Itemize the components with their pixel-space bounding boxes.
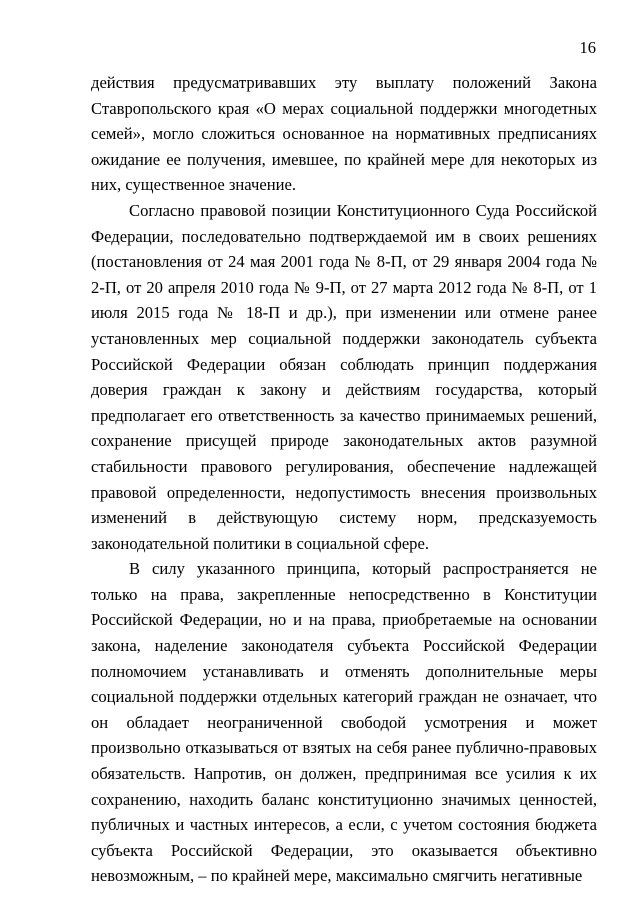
document-body [91,70,597,889]
paragraph-principle: В силу указанного принципа, который распространяется не только на права, закрепленные непосредственно в Конституции Российской Федерации, но и на права, приобретаемые на основании закона, наделение законодателя субъекта Российской Федерации полномочием устанавливать и отменять дополнительные меры социальной поддержки отдельных категорий граждан не означает, что он обладает неограниченной свободой усмотрения и может произвольно отказываться от взятых на себя ранее публично-правовых обязательств. Напротив, он должен, предпринимая все усилия к их сохранению, находить баланс конституционно значимых ценностей, публичных и частных интересов, а если, с учетом состояния бюджета субъекта Российской Федерации, это оказывается объективно невозможным, – по крайней мере, максимально смягчить негативные [91,559,597,886]
paragraph-legal-position: Согласно правовой позиции Конституционного Суда Российской Федерации, последовательно подтверждаемой им в своих решениях (постановления от 24 мая 2001 года № 8-П, от 29 января 2004 года № 2-П, от 20 апреля 2010 года № 9-П, от 27 марта 2012 года № 8-П, от 1 июля 2015 года № 18-П и др.), при изменении или отмене ранее установленных мер социальной поддержки законодатель субъекта Российской Федерации обязан соблюдать принцип поддержания доверия граждан к закону и действиям государства, который предполагает его ответственность за качество принимаемых решений, сохранение присущей природе законодательных актов разумной стабильности правового регулирования, обеспечение надлежащей правовой определенности, недопустимость внесения произвольных изменений в действующую систему норм, предсказуемость законодательной политики в социальной сфере. [91,200,597,553]
page-number: 16 [579,38,596,57]
paragraph-continuation: действия предусматривавших эту выплату положений Закона Ставропольского края «О мерах социальной поддержки многодетных семей», могло сложиться основанное на нормативных предписаниях ожидание ее получения, имевшее, по крайней мере для некоторых из них, существенное значение. [91,73,597,195]
